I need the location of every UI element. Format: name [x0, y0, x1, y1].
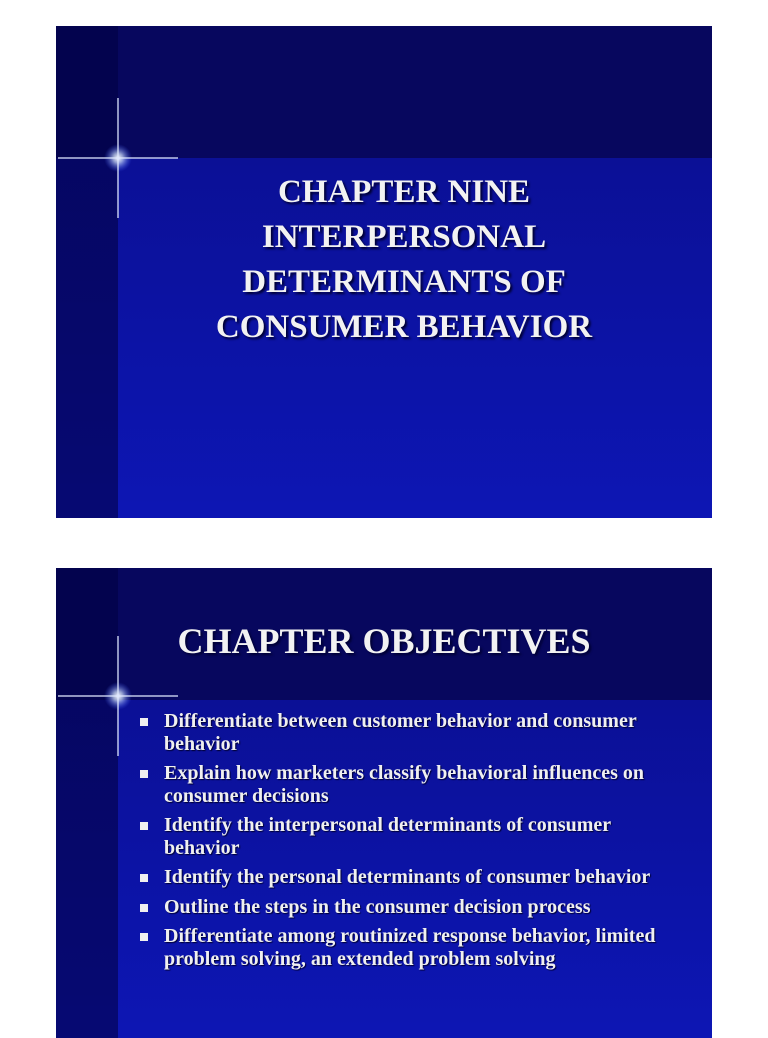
list-item-text: Differentiate among routinized response behavior, limited problem solving, an extended problem solving — [164, 925, 656, 970]
list-item — [136, 925, 676, 970]
square-bullet-icon — [140, 874, 148, 882]
list-item — [136, 866, 676, 889]
title-slide — [56, 26, 712, 518]
list-item-text: Differentiate between customer behavior and consumer behavior — [164, 710, 637, 755]
title-line: CHAPTER NINE — [277, 174, 531, 210]
list-item-text: Identify the interpersonal determinants of consumer behavior — [164, 814, 611, 859]
list-item — [136, 762, 676, 807]
objectives-list — [136, 710, 676, 977]
list-item — [136, 710, 676, 755]
title-line: DETERMINANTS OF — [242, 264, 566, 300]
title-line: CONSUMER BEHAVIOR — [215, 309, 593, 345]
list-item-text: Identify the personal determinants of consumer behavior — [164, 866, 651, 888]
list-item — [136, 814, 676, 859]
title-line: INTERPERSONAL — [261, 219, 547, 255]
list-item — [136, 896, 676, 919]
square-bullet-icon — [140, 770, 148, 778]
square-bullet-icon — [140, 718, 148, 726]
slide-title — [96, 170, 712, 350]
objectives-slide — [56, 568, 712, 1038]
square-bullet-icon — [140, 822, 148, 830]
square-bullet-icon — [140, 904, 148, 912]
list-item-text: Outline the steps in the consumer decision process — [164, 895, 591, 918]
slide-title: CHAPTER OBJECTIVES — [177, 621, 591, 661]
square-bullet-icon — [140, 933, 148, 941]
list-item-text: Explain how marketers classify behavioral influences on consumer decisions — [164, 762, 645, 807]
